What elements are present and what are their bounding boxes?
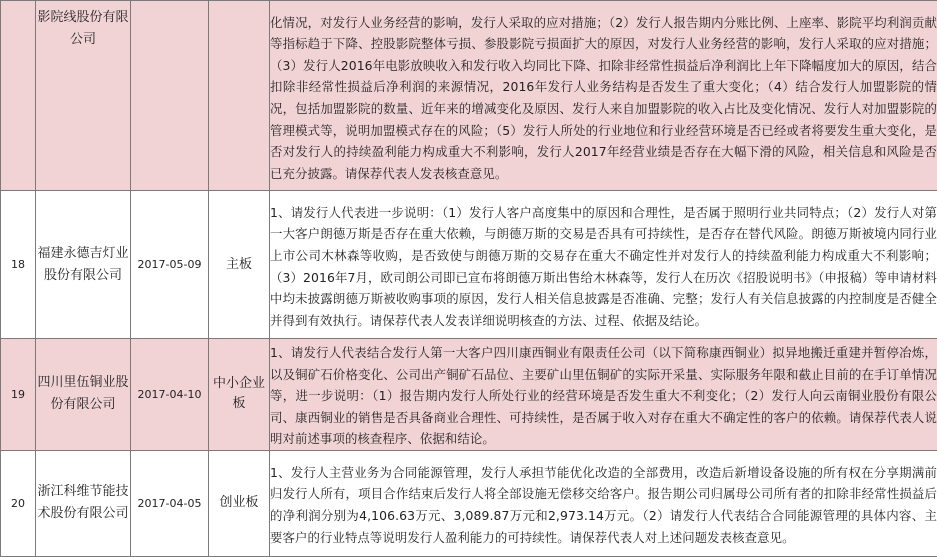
company-name: 四川里伍铜业股份有限公司 <box>36 339 131 451</box>
listing-board: 主板 <box>209 191 270 339</box>
review-date: 2017-04-10 <box>131 339 209 451</box>
table-row <box>1 450 937 556</box>
company-name: 福建永德吉灯业股份有限公司 <box>36 191 131 339</box>
review-date: 2017-04-05 <box>131 450 209 556</box>
table-row <box>1 339 937 451</box>
listing-board: 中小企业板 <box>209 339 270 451</box>
listing-board: 创业板 <box>209 450 270 556</box>
table-row <box>1 1 937 191</box>
review-date <box>131 1 209 191</box>
company-name: 影院线股份有限公司 <box>36 1 131 191</box>
row-number <box>1 1 36 191</box>
row-number: 20 <box>1 450 36 556</box>
review-questions: 1、发行人主营业务为合同能源管理，发行人承担节能优化改造的全部费用，改造后新增设备设施的所有权在分享期满前归发行人所有，项目合作结束后发行人将全部设施无偿移交给客户。报告期公司归属母公司所有者的扣除非经常性损益后的净利润分别为4,106.63万元、3,089.87万元和2,973.14万元。（2）请发行人代表结合合同能源管理的具体内容、主要客户的行业特点等说明发行人盈利能力的可持续性。请保荐代表人对上述问题发表核查意见。 <box>270 450 937 556</box>
review-date: 2017-05-09 <box>131 191 209 339</box>
table-row <box>1 191 937 339</box>
listing-board <box>209 1 270 191</box>
row-number: 18 <box>1 191 36 339</box>
row-number: 19 <box>1 339 36 451</box>
review-questions: 1、请发行人代表进一步说明：（1）发行人客户高度集中的原因和合理性，是否属于照明行业共同特点；（2）发行人对第一大客户朗德万斯是否存在重大依赖，与朗德万斯的交易是否具有可持续性，是否存在替代风险。朗德万斯被境内同行业上市公司木林森等收购，是否致使与朗德万斯的交易存在重大不确定性并对发行人的持续盈利能力构成重大不利影响；（3）2016年7月，欧司朗公司即已宣布将朗德万斯出售给木林森等，发行人在历次《招股说明书》（申报稿）等申请材料中均未披露朗德万斯被收购事项的原因，发行人相关信息披露是否准确、完整；发行人有关信息披露的内控制度是否健全并得到有效执行。请保荐代表人发表详细说明核查的方法、过程、依据及结论。 <box>270 191 937 339</box>
company-name: 浙江科维节能技术股份有限公司 <box>36 450 131 556</box>
review-questions: 化情况，对发行人业务经营的影响，发行人采取的应对措施；（2）发行人报告期内分账比例、上座率、影院平均利润贡献等指标趋于下降、控股影院整体亏损、参股影院亏损面扩大的原因，对发行人业务经营的影响，发行人采取的应对措施；（3）发行人2016年电影放映收入和发行收入均同比下降、扣除非经常性损益后净利润比上年下降幅度加大的原因，结合扣除非经常性损益后净利润的来源情况，2016年发行人业务结构是否发生了重大变化；（4）结合发行人加盟影院的情况，包括加盟影院的数量、近年来的增减变化及原因、发行人来自加盟影院的收入占比及变化情况、发行人对加盟影院的管理模式等，说明加盟模式存在的风险；（5）发行人所处的行业地位和行业经营环境是否已经或者将要发生重大变化，是否对发行人的持续盈利能力构成重大不利影响，发行人2017年经营业绩是否存在大幅下滑的风险，相关信息和风险是否已充分披露。请保荐代表人发表核查意见。 <box>270 1 937 191</box>
review-questions: 1、请发行人代表结合发行人第一大客户四川康西铜业有限责任公司（以下简称康西铜业）拟异地搬迁重建并暂停冶炼，以及铜矿石价格变化、公司出产铜矿石品位、主要矿山里伍铜矿的实际开采量、实际服务年限和截止目前的在手订单情况等，进一步说明：（1）报告期内发行人所处行业的经营环境是否发生重大不利变化；（2）发行人向云南铜业股份有限公司、康西铜业的销售是否具备商业合理性、可持续性，是否属于收入对存在重大不确定性的客户的依赖。请保荐代表人说明对前述事项的核查程序、依据和结论。 <box>270 339 937 451</box>
